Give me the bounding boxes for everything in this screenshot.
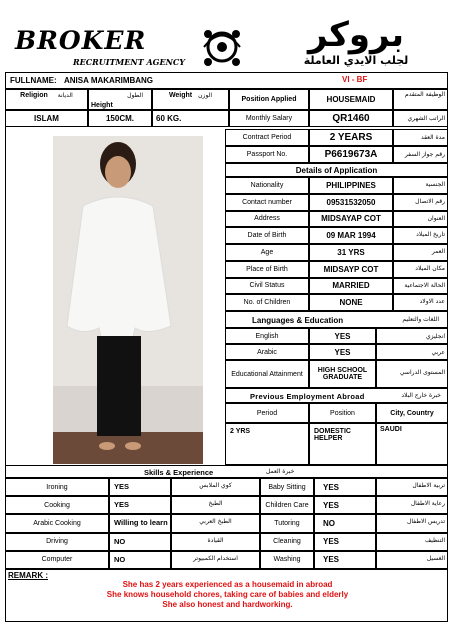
skill-value: YES: [314, 478, 376, 496]
skill-ar: استخدام الكمبيوتر: [171, 551, 260, 569]
contract-ar: مدة العقد: [393, 129, 448, 146]
skill-value: NO: [109, 551, 171, 569]
details-label: Place of Birth: [225, 261, 309, 278]
employment-title-ar: خبرة خارج البلاد: [401, 392, 441, 399]
employment-col-position: Position: [309, 403, 376, 423]
skill-value: YES: [109, 478, 171, 496]
details-value: NONE: [309, 294, 393, 311]
skill-ar: الغسيل: [376, 551, 448, 569]
skills-title-row: [5, 465, 448, 478]
details-title: Details of Application: [225, 163, 448, 177]
logo-arabic: بروكر: [308, 15, 404, 55]
employment-title: Previous Employment Abroad: [250, 392, 365, 401]
skill-label: Arabic Cooking: [5, 514, 109, 532]
employment-col-period: Period: [225, 403, 309, 423]
weight-header: Weight الوزن: [152, 89, 229, 110]
employment-position: DOMESTIC HELPER: [309, 423, 376, 465]
logo-arabic-subtitle: لجلب الايدي العاملة: [303, 54, 409, 67]
skill-ar: التنظيف: [376, 533, 448, 551]
details-value: 09 MAR 1994: [309, 227, 393, 244]
employment-country: SAUDI: [376, 423, 448, 465]
salary-ar: الراتب الشهري: [393, 110, 448, 127]
logo-subtitle: RECRUITMENT AGENCY: [73, 57, 185, 67]
details-ar: رقم الاتصال: [393, 194, 448, 211]
details-ar: الجنسية: [393, 177, 448, 194]
skill-label: Baby Sitting: [260, 478, 314, 496]
details-ar: تاريخ الميلاد: [393, 227, 448, 244]
skill-label: Cleaning: [260, 533, 314, 551]
religion-value: ISLAM: [5, 110, 88, 127]
skill-ar: القيادة: [171, 533, 260, 551]
language-value: YES: [309, 344, 376, 360]
logo-text: BROKER: [15, 26, 147, 55]
languages-title: Languages & Education: [252, 316, 344, 325]
skill-value: NO: [109, 533, 171, 551]
skill-value: Willing to learn: [109, 514, 171, 532]
skill-label: Cooking: [5, 496, 109, 514]
languages-title-ar: اللغات والتعليم: [402, 316, 439, 323]
passport-ar: رقم جواز السفر: [393, 146, 448, 163]
language-label: English: [225, 328, 309, 344]
language-value: YES: [309, 328, 376, 344]
details-ar: العمر: [393, 244, 448, 261]
remark-line: She also honest and hardworking.: [162, 600, 293, 609]
contract-value: 2 YEARS: [309, 129, 393, 146]
position-ar: الوظيفة المتقدم: [393, 89, 448, 110]
skill-value: YES: [314, 551, 376, 569]
passport-label: Passport No.: [225, 146, 309, 163]
header: [3, 10, 450, 72]
details-ar: الحالة الاجتماعية: [393, 278, 448, 295]
language-ar: المستوى الدراسي: [376, 360, 448, 388]
details-value: 09531532050: [309, 194, 393, 211]
religion-header: Religion الديانة: [5, 89, 88, 110]
skill-value: NO: [314, 514, 376, 532]
salary-label: Monthly Salary: [229, 110, 309, 127]
details-label: Age: [225, 244, 309, 261]
skill-label: Driving: [5, 533, 109, 551]
height-header: Height الطول: [88, 89, 152, 110]
details-ar: عدد الاولاد: [393, 294, 448, 311]
skill-value: YES: [109, 496, 171, 514]
employment-col-country: City, Country: [376, 403, 448, 423]
height-value: 150CM.: [88, 110, 152, 127]
skill-ar: الطبخ العربي: [171, 514, 260, 532]
fullname-value: ANISA MAKARIMBANG: [64, 76, 154, 85]
details-value: MIDSAYP COT: [309, 261, 393, 278]
languages-title-row: [225, 311, 448, 328]
remark-box: [5, 569, 448, 622]
skill-ar: رعاية الاطفال: [376, 496, 448, 514]
candidate-portrait-icon: [53, 136, 203, 464]
candidate-photo: [53, 136, 203, 464]
fullname-row: [5, 72, 448, 89]
brand-emblem-icon: [198, 22, 246, 72]
remark-line: She knows household chores, taking care of babies and elderly: [106, 590, 349, 599]
reference-code: VI - BF: [342, 75, 368, 84]
skill-label: Computer: [5, 551, 109, 569]
details-label: No. of Children: [225, 294, 309, 311]
employment-title-row: [225, 388, 448, 403]
remark-line: She has 2 years experienced as a housemaid in abroad: [122, 580, 333, 589]
details-value: PHILIPPINES: [309, 177, 393, 194]
skill-ar: تدريس الاطفال: [376, 514, 448, 532]
salary-value: QR1460: [309, 110, 393, 127]
skill-value: YES: [314, 533, 376, 551]
language-ar: عربي: [376, 344, 448, 360]
details-label: Date of Birth: [225, 227, 309, 244]
skill-ar: الطبخ: [171, 496, 260, 514]
language-ar: انجليزي: [376, 328, 448, 344]
skills-title-ar: خبرة العمل: [266, 468, 295, 475]
details-value: 31 YRS: [309, 244, 393, 261]
skill-ar: تربية الاطفال: [376, 478, 448, 496]
skill-label: Tutoring: [260, 514, 314, 532]
passport-value: P6619673A: [309, 146, 393, 163]
fullname-label: FULLNAME:: [10, 76, 57, 85]
details-label: Civil Status: [225, 278, 309, 295]
position-value: HOUSEMAID: [309, 89, 393, 110]
remark-label: REMARK :: [8, 571, 48, 580]
details-value: MARRIED: [309, 278, 393, 295]
details-value: MIDSAYAP COT: [309, 211, 393, 228]
skill-value: YES: [314, 496, 376, 514]
skill-label: Children Care: [260, 496, 314, 514]
details-ar: العنوان: [393, 211, 448, 228]
details-label: Address: [225, 211, 309, 228]
cv-page: [3, 0, 450, 634]
skill-label: Ironing: [5, 478, 109, 496]
remark-lines: [6, 580, 449, 610]
employment-period: 2 YRS: [225, 423, 309, 465]
skills-title: Skills & Experience: [144, 468, 214, 477]
language-label: Educational Attainment: [225, 360, 309, 388]
language-label: Arabic: [225, 344, 309, 360]
details-label: Contact number: [225, 194, 309, 211]
language-value: HIGH SCHOOL GRADUATE: [309, 360, 376, 388]
position-label: Position Applied: [229, 89, 309, 110]
contract-label: Contract Period: [225, 129, 309, 146]
skill-ar: كوي الملابس: [171, 478, 260, 496]
weight-value: 60 KG.: [152, 110, 229, 127]
details-ar: مكان الميلاد: [393, 261, 448, 278]
details-label: Nationality: [225, 177, 309, 194]
skill-label: Washing: [260, 551, 314, 569]
